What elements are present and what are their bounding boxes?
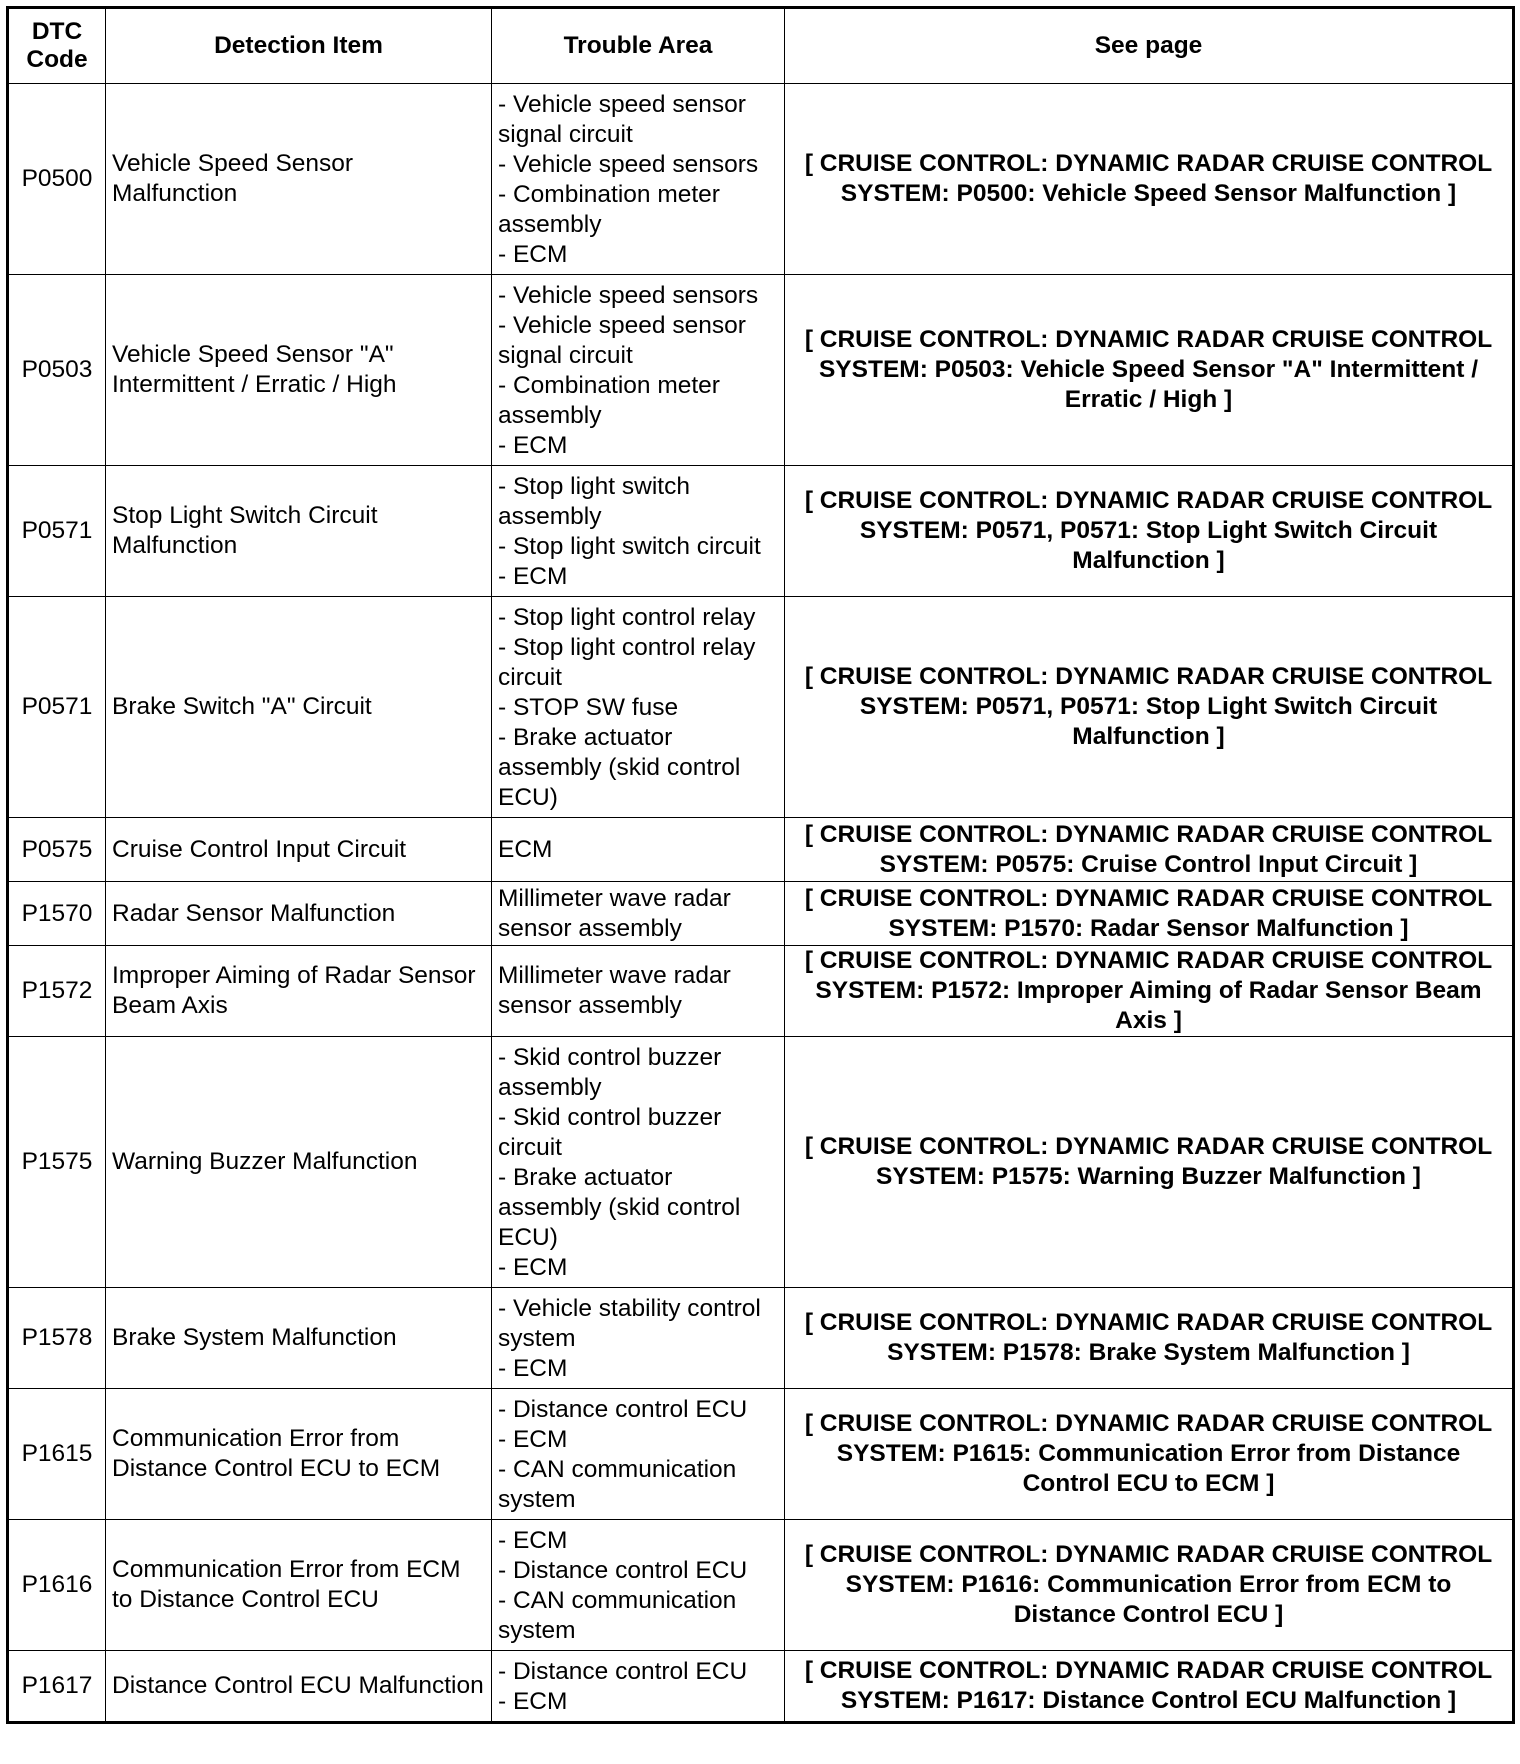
trouble-area-item: - Vehicle speed sensor signal circuit xyxy=(498,91,746,148)
trouble-area-item: - Brake actuator assembly (skid control ECU) xyxy=(498,724,741,811)
trouble-area-item: - ECM xyxy=(498,563,568,590)
table-row xyxy=(8,597,1514,818)
trouble-area-item: - Distance control ECU xyxy=(498,1557,748,1584)
table-row xyxy=(8,275,1514,466)
detection-item-cell: Communication Error from ECM to Distance Control ECU xyxy=(106,1520,492,1651)
table-body xyxy=(8,84,1514,1723)
dtc-code-cell: P1615 xyxy=(8,1389,106,1520)
detection-item-cell: Improper Aiming of Radar Sensor Beam Axis xyxy=(106,946,492,1037)
trouble-area-cell xyxy=(492,275,785,466)
dtc-code-cell: P1575 xyxy=(8,1037,106,1288)
header-detection-item: Detection Item xyxy=(106,8,492,84)
trouble-area-item: - Distance control ECU xyxy=(498,1658,748,1685)
trouble-area-item: - Vehicle speed sensors xyxy=(498,151,759,178)
trouble-area-cell xyxy=(492,1037,785,1288)
trouble-area-item: - Stop light switch circuit xyxy=(498,533,761,560)
trouble-area-item: - Skid control buzzer assembly xyxy=(498,1044,722,1101)
table-row xyxy=(8,946,1514,1037)
trouble-area-item: - Distance control ECU xyxy=(498,1396,748,1423)
detection-item-cell: Brake System Malfunction xyxy=(106,1288,492,1389)
trouble-area-cell xyxy=(492,1389,785,1520)
see-page-link[interactable]: [ CRUISE CONTROL: DYNAMIC RADAR CRUISE CONTROL SYSTEM: P0575: Cruise Control Input Circuit ] xyxy=(785,818,1514,882)
detection-item-cell: Vehicle Speed Sensor Malfunction xyxy=(106,84,492,275)
table-row xyxy=(8,1520,1514,1651)
trouble-area-item: - Stop light control relay xyxy=(498,604,756,631)
see-page-link[interactable]: [ CRUISE CONTROL: DYNAMIC RADAR CRUISE CONTROL SYSTEM: P1616: Communication Error from ECM to Distance Control ECU ] xyxy=(785,1520,1514,1651)
trouble-area-cell xyxy=(492,882,785,946)
dtc-code-cell: P1570 xyxy=(8,882,106,946)
see-page-link[interactable]: [ CRUISE CONTROL: DYNAMIC RADAR CRUISE CONTROL SYSTEM: P1615: Communication Error from Distance Control ECU to ECM ] xyxy=(785,1389,1514,1520)
trouble-area-item: - Vehicle speed sensors xyxy=(498,282,759,309)
trouble-area-cell xyxy=(492,84,785,275)
see-page-link[interactable]: [ CRUISE CONTROL: DYNAMIC RADAR CRUISE CONTROL SYSTEM: P0503: Vehicle Speed Sensor "A" Intermittent / Erratic / High ] xyxy=(785,275,1514,466)
trouble-area-item: - Brake actuator assembly (skid control ECU) xyxy=(498,1164,741,1251)
dtc-code-cell: P0575 xyxy=(8,818,106,882)
detection-item-cell: Vehicle Speed Sensor "A" Intermittent / Erratic / High xyxy=(106,275,492,466)
header-see-page: See page xyxy=(785,8,1514,84)
trouble-area-item: ECM xyxy=(498,835,553,863)
dtc-code-cell: P1616 xyxy=(8,1520,106,1651)
trouble-area-item: - STOP SW fuse xyxy=(498,694,679,721)
trouble-area-item: - Stop light control relay circuit xyxy=(498,634,756,691)
trouble-area-item: - ECM xyxy=(498,1527,568,1554)
dtc-table xyxy=(6,6,1515,1724)
trouble-area-cell xyxy=(492,1520,785,1651)
detection-item-cell: Radar Sensor Malfunction xyxy=(106,882,492,946)
table-row xyxy=(8,1651,1514,1723)
trouble-area-item: - Combination meter assembly xyxy=(498,181,720,238)
dtc-code-cell: P1578 xyxy=(8,1288,106,1389)
see-page-link[interactable]: [ CRUISE CONTROL: DYNAMIC RADAR CRUISE CONTROL SYSTEM: P1570: Radar Sensor Malfunction ] xyxy=(785,882,1514,946)
dtc-code-cell: P0503 xyxy=(8,275,106,466)
trouble-area-item: Millimeter wave radar sensor assembly xyxy=(498,884,731,942)
trouble-area-item: - CAN communication system xyxy=(498,1587,737,1644)
dtc-code-cell: P1572 xyxy=(8,946,106,1037)
trouble-area-cell xyxy=(492,1651,785,1723)
see-page-link[interactable]: [ CRUISE CONTROL: DYNAMIC RADAR CRUISE CONTROL SYSTEM: P1572: Improper Aiming of Radar Sensor Beam Axis ] xyxy=(785,946,1514,1037)
table-row xyxy=(8,466,1514,597)
detection-item-cell: Distance Control ECU Malfunction xyxy=(106,1651,492,1723)
trouble-area-cell xyxy=(492,946,785,1037)
trouble-area-item: - Stop light switch assembly xyxy=(498,473,690,530)
see-page-link[interactable]: [ CRUISE CONTROL: DYNAMIC RADAR CRUISE CONTROL SYSTEM: P1617: Distance Control ECU Malfunction ] xyxy=(785,1651,1514,1723)
dtc-code-cell: P0571 xyxy=(8,466,106,597)
table-row xyxy=(8,1389,1514,1520)
trouble-area-item: - ECM xyxy=(498,241,568,268)
table-row xyxy=(8,882,1514,946)
trouble-area-item: Millimeter wave radar sensor assembly xyxy=(498,962,731,1019)
header-trouble-area: Trouble Area xyxy=(492,8,785,84)
trouble-area-item: - Skid control buzzer circuit xyxy=(498,1104,722,1161)
table-row xyxy=(8,1037,1514,1288)
see-page-link[interactable]: [ CRUISE CONTROL: DYNAMIC RADAR CRUISE CONTROL SYSTEM: P1578: Brake System Malfunction ] xyxy=(785,1288,1514,1389)
trouble-area-cell xyxy=(492,818,785,882)
trouble-area-item: - CAN communication system xyxy=(498,1456,737,1513)
table-row xyxy=(8,818,1514,882)
trouble-area-item: - ECM xyxy=(498,432,568,459)
table-header xyxy=(8,8,1514,84)
trouble-area-cell xyxy=(492,597,785,818)
detection-item-cell: Cruise Control Input Circuit xyxy=(106,818,492,882)
trouble-area-item: - ECM xyxy=(498,1355,568,1382)
trouble-area-cell xyxy=(492,1288,785,1389)
dtc-code-cell: P0500 xyxy=(8,84,106,275)
detection-item-cell: Brake Switch "A" Circuit xyxy=(106,597,492,818)
trouble-area-item: - ECM xyxy=(498,1254,568,1281)
header-row xyxy=(8,8,1514,84)
trouble-area-item: - Vehicle stability control system xyxy=(498,1295,761,1352)
trouble-area-cell xyxy=(492,466,785,597)
header-dtc-code: DTC Code xyxy=(8,8,106,84)
detection-item-cell: Warning Buzzer Malfunction xyxy=(106,1037,492,1288)
table-row xyxy=(8,1288,1514,1389)
trouble-area-item: - ECM xyxy=(498,1688,568,1715)
table-row xyxy=(8,84,1514,275)
trouble-area-item: - Combination meter assembly xyxy=(498,372,720,429)
detection-item-cell: Communication Error from Distance Control ECU to ECM xyxy=(106,1389,492,1520)
see-page-link[interactable]: [ CRUISE CONTROL: DYNAMIC RADAR CRUISE CONTROL SYSTEM: P1575: Warning Buzzer Malfunction ] xyxy=(785,1037,1514,1288)
trouble-area-item: - Vehicle speed sensor signal circuit xyxy=(498,312,746,369)
trouble-area-item: - ECM xyxy=(498,1426,568,1453)
see-page-link[interactable]: [ CRUISE CONTROL: DYNAMIC RADAR CRUISE CONTROL SYSTEM: P0571, P0571: Stop Light Switch Circuit Malfunction ] xyxy=(785,597,1514,818)
see-page-link[interactable]: [ CRUISE CONTROL: DYNAMIC RADAR CRUISE CONTROL SYSTEM: P0571, P0571: Stop Light Switch Circuit Malfunction ] xyxy=(785,466,1514,597)
dtc-code-cell: P1617 xyxy=(8,1651,106,1723)
detection-item-cell: Stop Light Switch Circuit Malfunction xyxy=(106,466,492,597)
see-page-link[interactable]: [ CRUISE CONTROL: DYNAMIC RADAR CRUISE CONTROL SYSTEM: P0500: Vehicle Speed Sensor Malfunction ] xyxy=(785,84,1514,275)
dtc-code-cell: P0571 xyxy=(8,597,106,818)
